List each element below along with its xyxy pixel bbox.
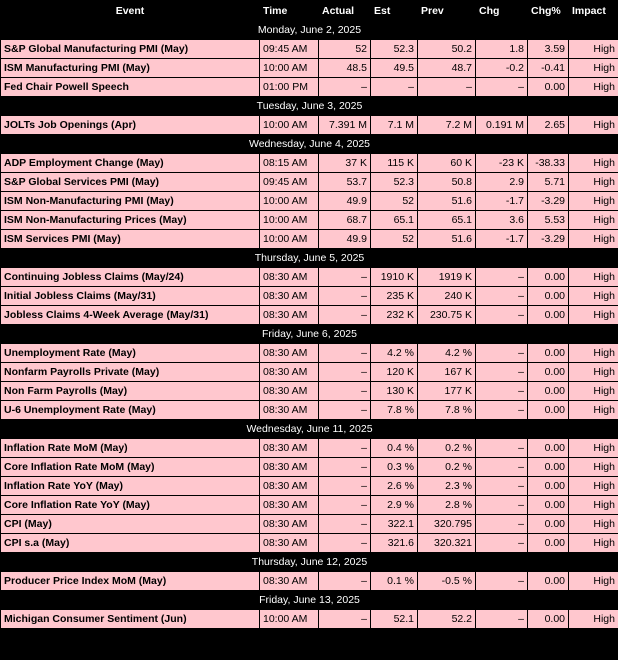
event-name: ISM Non-Manufacturing PMI (May) xyxy=(1,192,260,211)
event-time: 08:30 AM xyxy=(260,268,319,287)
event-prev: 320.321 xyxy=(418,534,476,553)
event-actual: 49.9 xyxy=(319,192,371,211)
date-group-header xyxy=(1,553,618,572)
event-name: Michigan Consumer Sentiment (Jun) xyxy=(1,610,260,629)
event-actual: – xyxy=(319,515,371,534)
event-chg: – xyxy=(476,287,528,306)
event-time: 08:30 AM xyxy=(260,477,319,496)
event-est: 52.3 xyxy=(371,173,418,192)
date-group-header xyxy=(1,591,618,610)
event-chg: – xyxy=(476,401,528,420)
event-time: 08:30 AM xyxy=(260,382,319,401)
event-actual: – xyxy=(319,287,371,306)
event-est: 115 K xyxy=(371,154,418,173)
event-prev: 2.3 % xyxy=(418,477,476,496)
event-impact: High xyxy=(569,306,618,325)
event-impact: High xyxy=(569,116,618,135)
event-chg-pct: 0.00 xyxy=(528,363,569,382)
event-impact: High xyxy=(569,439,618,458)
event-chg-pct: 0.00 xyxy=(528,382,569,401)
event-actual: 7.391 M xyxy=(319,116,371,135)
col-header-prev[interactable]: Prev xyxy=(418,1,476,21)
table-row[interactable] xyxy=(1,173,618,192)
event-impact: High xyxy=(569,477,618,496)
event-est: 7.1 M xyxy=(371,116,418,135)
event-time: 08:30 AM xyxy=(260,458,319,477)
event-time: 10:00 AM xyxy=(260,116,319,135)
event-est: 120 K xyxy=(371,363,418,382)
event-name: S&P Global Services PMI (May) xyxy=(1,173,260,192)
event-chg-pct: -38.33 xyxy=(528,154,569,173)
event-prev: 177 K xyxy=(418,382,476,401)
event-time: 08:30 AM xyxy=(260,344,319,363)
date-label: Monday, June 2, 2025 xyxy=(1,21,618,40)
event-actual: 48.5 xyxy=(319,59,371,78)
event-chg: – xyxy=(476,306,528,325)
event-impact: High xyxy=(569,496,618,515)
table-row[interactable] xyxy=(1,154,618,173)
event-impact: High xyxy=(569,59,618,78)
table-row[interactable] xyxy=(1,211,618,230)
event-actual: – xyxy=(319,268,371,287)
event-time: 08:30 AM xyxy=(260,534,319,553)
event-chg: – xyxy=(476,268,528,287)
event-est: 52.3 xyxy=(371,40,418,59)
event-chg: 1.8 xyxy=(476,40,528,59)
event-est: 65.1 xyxy=(371,211,418,230)
table-row[interactable] xyxy=(1,477,618,496)
event-impact: High xyxy=(569,363,618,382)
event-actual: – xyxy=(319,610,371,629)
event-actual: – xyxy=(319,363,371,382)
event-chg-pct: 5.53 xyxy=(528,211,569,230)
event-name: ADP Employment Change (May) xyxy=(1,154,260,173)
col-header-time[interactable]: Time xyxy=(260,1,319,21)
event-actual: – xyxy=(319,78,371,97)
event-est: 52 xyxy=(371,230,418,249)
event-name: Inflation Rate YoY (May) xyxy=(1,477,260,496)
event-impact: High xyxy=(569,515,618,534)
table-row[interactable] xyxy=(1,306,618,325)
calendar-body xyxy=(1,21,618,629)
event-name: Jobless Claims 4-Week Average (May/31) xyxy=(1,306,260,325)
event-chg-pct: -0.41 xyxy=(528,59,569,78)
date-group-header xyxy=(1,249,618,268)
event-impact: High xyxy=(569,230,618,249)
event-chg: – xyxy=(476,363,528,382)
date-label: Friday, June 6, 2025 xyxy=(1,325,618,344)
table-row[interactable] xyxy=(1,268,618,287)
event-chg: – xyxy=(476,496,528,515)
event-impact: High xyxy=(569,610,618,629)
event-name: Fed Chair Powell Speech xyxy=(1,78,260,97)
event-est: 52.1 xyxy=(371,610,418,629)
event-est: 1910 K xyxy=(371,268,418,287)
event-time: 10:00 AM xyxy=(260,211,319,230)
event-time: 10:00 AM xyxy=(260,59,319,78)
event-time: 09:45 AM xyxy=(260,173,319,192)
event-name: Core Inflation Rate MoM (May) xyxy=(1,458,260,477)
event-chg: – xyxy=(476,534,528,553)
event-prev: 51.6 xyxy=(418,230,476,249)
date-label: Wednesday, June 11, 2025 xyxy=(1,420,618,439)
event-impact: High xyxy=(569,173,618,192)
event-prev: 48.7 xyxy=(418,59,476,78)
event-prev: – xyxy=(418,78,476,97)
event-est: 322.1 xyxy=(371,515,418,534)
event-time: 08:30 AM xyxy=(260,439,319,458)
event-actual: – xyxy=(319,534,371,553)
date-label: Friday, June 13, 2025 xyxy=(1,591,618,610)
event-prev: 7.8 % xyxy=(418,401,476,420)
event-est: 7.8 % xyxy=(371,401,418,420)
event-chg-pct: 3.59 xyxy=(528,40,569,59)
event-chg-pct: 0.00 xyxy=(528,268,569,287)
event-actual: 52 xyxy=(319,40,371,59)
event-impact: High xyxy=(569,287,618,306)
event-prev: 2.8 % xyxy=(418,496,476,515)
table-row[interactable] xyxy=(1,515,618,534)
table-row[interactable] xyxy=(1,287,618,306)
event-chg-pct: 0.00 xyxy=(528,401,569,420)
event-name: Nonfarm Payrolls Private (May) xyxy=(1,363,260,382)
event-name: Producer Price Index MoM (May) xyxy=(1,572,260,591)
event-time: 08:30 AM xyxy=(260,401,319,420)
event-name: Inflation Rate MoM (May) xyxy=(1,439,260,458)
event-chg: – xyxy=(476,515,528,534)
event-time: 08:30 AM xyxy=(260,363,319,382)
event-name: Non Farm Payrolls (May) xyxy=(1,382,260,401)
event-chg-pct: 0.00 xyxy=(528,344,569,363)
event-est: 235 K xyxy=(371,287,418,306)
event-est: 2.9 % xyxy=(371,496,418,515)
date-label: Wednesday, June 4, 2025 xyxy=(1,135,618,154)
event-time: 01:00 PM xyxy=(260,78,319,97)
table-row[interactable] xyxy=(1,116,618,135)
table-row[interactable] xyxy=(1,59,618,78)
event-time: 10:00 AM xyxy=(260,230,319,249)
event-chg: 3.6 xyxy=(476,211,528,230)
event-chg: 2.9 xyxy=(476,173,528,192)
table-row[interactable] xyxy=(1,40,618,59)
event-prev: 320.795 xyxy=(418,515,476,534)
event-prev: 4.2 % xyxy=(418,344,476,363)
event-est: 0.4 % xyxy=(371,439,418,458)
event-chg: – xyxy=(476,477,528,496)
event-impact: High xyxy=(569,78,618,97)
event-chg: -1.7 xyxy=(476,192,528,211)
date-group-header xyxy=(1,97,618,116)
event-impact: High xyxy=(569,401,618,420)
table-row[interactable] xyxy=(1,610,618,629)
event-time: 09:45 AM xyxy=(260,40,319,59)
event-est: 321.6 xyxy=(371,534,418,553)
event-time: 08:30 AM xyxy=(260,287,319,306)
event-time: 08:30 AM xyxy=(260,306,319,325)
event-actual: – xyxy=(319,401,371,420)
event-chg-pct: 0.00 xyxy=(528,78,569,97)
event-prev: 230.75 K xyxy=(418,306,476,325)
event-chg-pct: 0.00 xyxy=(528,572,569,591)
event-impact: High xyxy=(569,40,618,59)
event-prev: 0.2 % xyxy=(418,439,476,458)
date-group-header xyxy=(1,21,618,40)
event-chg: -1.7 xyxy=(476,230,528,249)
event-chg: -0.2 xyxy=(476,59,528,78)
event-prev: 51.6 xyxy=(418,192,476,211)
event-impact: High xyxy=(569,534,618,553)
event-prev: 52.2 xyxy=(418,610,476,629)
event-chg-pct: 0.00 xyxy=(528,439,569,458)
event-prev: 50.8 xyxy=(418,173,476,192)
event-est: 49.5 xyxy=(371,59,418,78)
event-time: 08:30 AM xyxy=(260,515,319,534)
event-est: 130 K xyxy=(371,382,418,401)
event-impact: High xyxy=(569,268,618,287)
table-row[interactable] xyxy=(1,401,618,420)
event-prev: 1919 K xyxy=(418,268,476,287)
event-prev: -0.5 % xyxy=(418,572,476,591)
event-name: JOLTs Job Openings (Apr) xyxy=(1,116,260,135)
event-prev: 65.1 xyxy=(418,211,476,230)
event-name: U-6 Unemployment Rate (May) xyxy=(1,401,260,420)
date-label: Tuesday, June 3, 2025 xyxy=(1,97,618,116)
event-chg-pct: 0.00 xyxy=(528,458,569,477)
event-name: CPI (May) xyxy=(1,515,260,534)
event-chg: – xyxy=(476,78,528,97)
table-row[interactable] xyxy=(1,382,618,401)
event-chg-pct: 0.00 xyxy=(528,306,569,325)
event-actual: – xyxy=(319,496,371,515)
event-chg-pct: 0.00 xyxy=(528,610,569,629)
event-impact: High xyxy=(569,154,618,173)
table-row[interactable] xyxy=(1,496,618,515)
event-actual: – xyxy=(319,458,371,477)
event-actual: – xyxy=(319,382,371,401)
event-actual: 49.9 xyxy=(319,230,371,249)
event-chg-pct: 2.65 xyxy=(528,116,569,135)
event-chg: – xyxy=(476,344,528,363)
event-actual: – xyxy=(319,439,371,458)
event-name: Core Inflation Rate YoY (May) xyxy=(1,496,260,515)
event-name: Continuing Jobless Claims (May/24) xyxy=(1,268,260,287)
event-name: S&P Global Manufacturing PMI (May) xyxy=(1,40,260,59)
event-time: 10:00 AM xyxy=(260,192,319,211)
event-actual: – xyxy=(319,306,371,325)
event-name: Unemployment Rate (May) xyxy=(1,344,260,363)
header-row xyxy=(1,1,618,21)
event-actual: 68.7 xyxy=(319,211,371,230)
event-est: 0.3 % xyxy=(371,458,418,477)
table-row[interactable] xyxy=(1,572,618,591)
event-chg-pct: 0.00 xyxy=(528,477,569,496)
event-impact: High xyxy=(569,458,618,477)
event-time: 10:00 AM xyxy=(260,610,319,629)
event-chg-pct: 5.71 xyxy=(528,173,569,192)
col-header-actual[interactable]: Actual xyxy=(319,1,371,21)
col-header-impact[interactable]: Impact xyxy=(569,1,618,21)
table-row[interactable] xyxy=(1,534,618,553)
event-prev: 0.2 % xyxy=(418,458,476,477)
event-est: 52 xyxy=(371,192,418,211)
event-chg: -23 K xyxy=(476,154,528,173)
event-est: 2.6 % xyxy=(371,477,418,496)
event-time: 08:15 AM xyxy=(260,154,319,173)
event-prev: 167 K xyxy=(418,363,476,382)
event-chg: – xyxy=(476,458,528,477)
event-chg-pct: 0.00 xyxy=(528,515,569,534)
event-actual: – xyxy=(319,477,371,496)
date-group-header xyxy=(1,135,618,154)
table-row[interactable] xyxy=(1,230,618,249)
date-label: Thursday, June 12, 2025 xyxy=(1,553,618,572)
event-actual: 53.7 xyxy=(319,173,371,192)
col-header-chg[interactable]: Chg xyxy=(476,1,528,21)
event-chg: – xyxy=(476,439,528,458)
event-chg: – xyxy=(476,382,528,401)
event-impact: High xyxy=(569,572,618,591)
event-chg: – xyxy=(476,572,528,591)
event-impact: High xyxy=(569,344,618,363)
table-row[interactable] xyxy=(1,344,618,363)
event-name: Initial Jobless Claims (May/31) xyxy=(1,287,260,306)
table-row[interactable] xyxy=(1,363,618,382)
event-name: CPI s.a (May) xyxy=(1,534,260,553)
event-impact: High xyxy=(569,192,618,211)
event-est: 4.2 % xyxy=(371,344,418,363)
event-chg-pct: 0.00 xyxy=(528,534,569,553)
event-chg: 0.191 M xyxy=(476,116,528,135)
event-actual: – xyxy=(319,572,371,591)
date-group-header xyxy=(1,325,618,344)
event-chg-pct: -3.29 xyxy=(528,230,569,249)
event-actual: – xyxy=(319,344,371,363)
event-time: 08:30 AM xyxy=(260,496,319,515)
event-chg-pct: -3.29 xyxy=(528,192,569,211)
event-est: 232 K xyxy=(371,306,418,325)
event-name: ISM Non-Manufacturing Prices (May) xyxy=(1,211,260,230)
event-impact: High xyxy=(569,382,618,401)
event-time: 08:30 AM xyxy=(260,572,319,591)
event-prev: 240 K xyxy=(418,287,476,306)
table-row[interactable] xyxy=(1,192,618,211)
table-row[interactable] xyxy=(1,439,618,458)
col-header-event[interactable]: Event xyxy=(1,1,260,21)
date-group-header xyxy=(1,420,618,439)
event-chg: – xyxy=(476,610,528,629)
col-header-chg-pct[interactable]: Chg% xyxy=(528,1,569,21)
event-name: ISM Services PMI (May) xyxy=(1,230,260,249)
table-row[interactable] xyxy=(1,458,618,477)
event-prev: 7.2 M xyxy=(418,116,476,135)
table-row[interactable] xyxy=(1,78,618,97)
event-actual: 37 K xyxy=(319,154,371,173)
event-name: ISM Manufacturing PMI (May) xyxy=(1,59,260,78)
event-est: – xyxy=(371,78,418,97)
event-chg-pct: 0.00 xyxy=(528,287,569,306)
event-impact: High xyxy=(569,211,618,230)
event-prev: 50.2 xyxy=(418,40,476,59)
date-label: Thursday, June 5, 2025 xyxy=(1,249,618,268)
event-chg-pct: 0.00 xyxy=(528,496,569,515)
event-est: 0.1 % xyxy=(371,572,418,591)
event-prev: 60 K xyxy=(418,154,476,173)
col-header-est[interactable]: Est xyxy=(371,1,418,21)
